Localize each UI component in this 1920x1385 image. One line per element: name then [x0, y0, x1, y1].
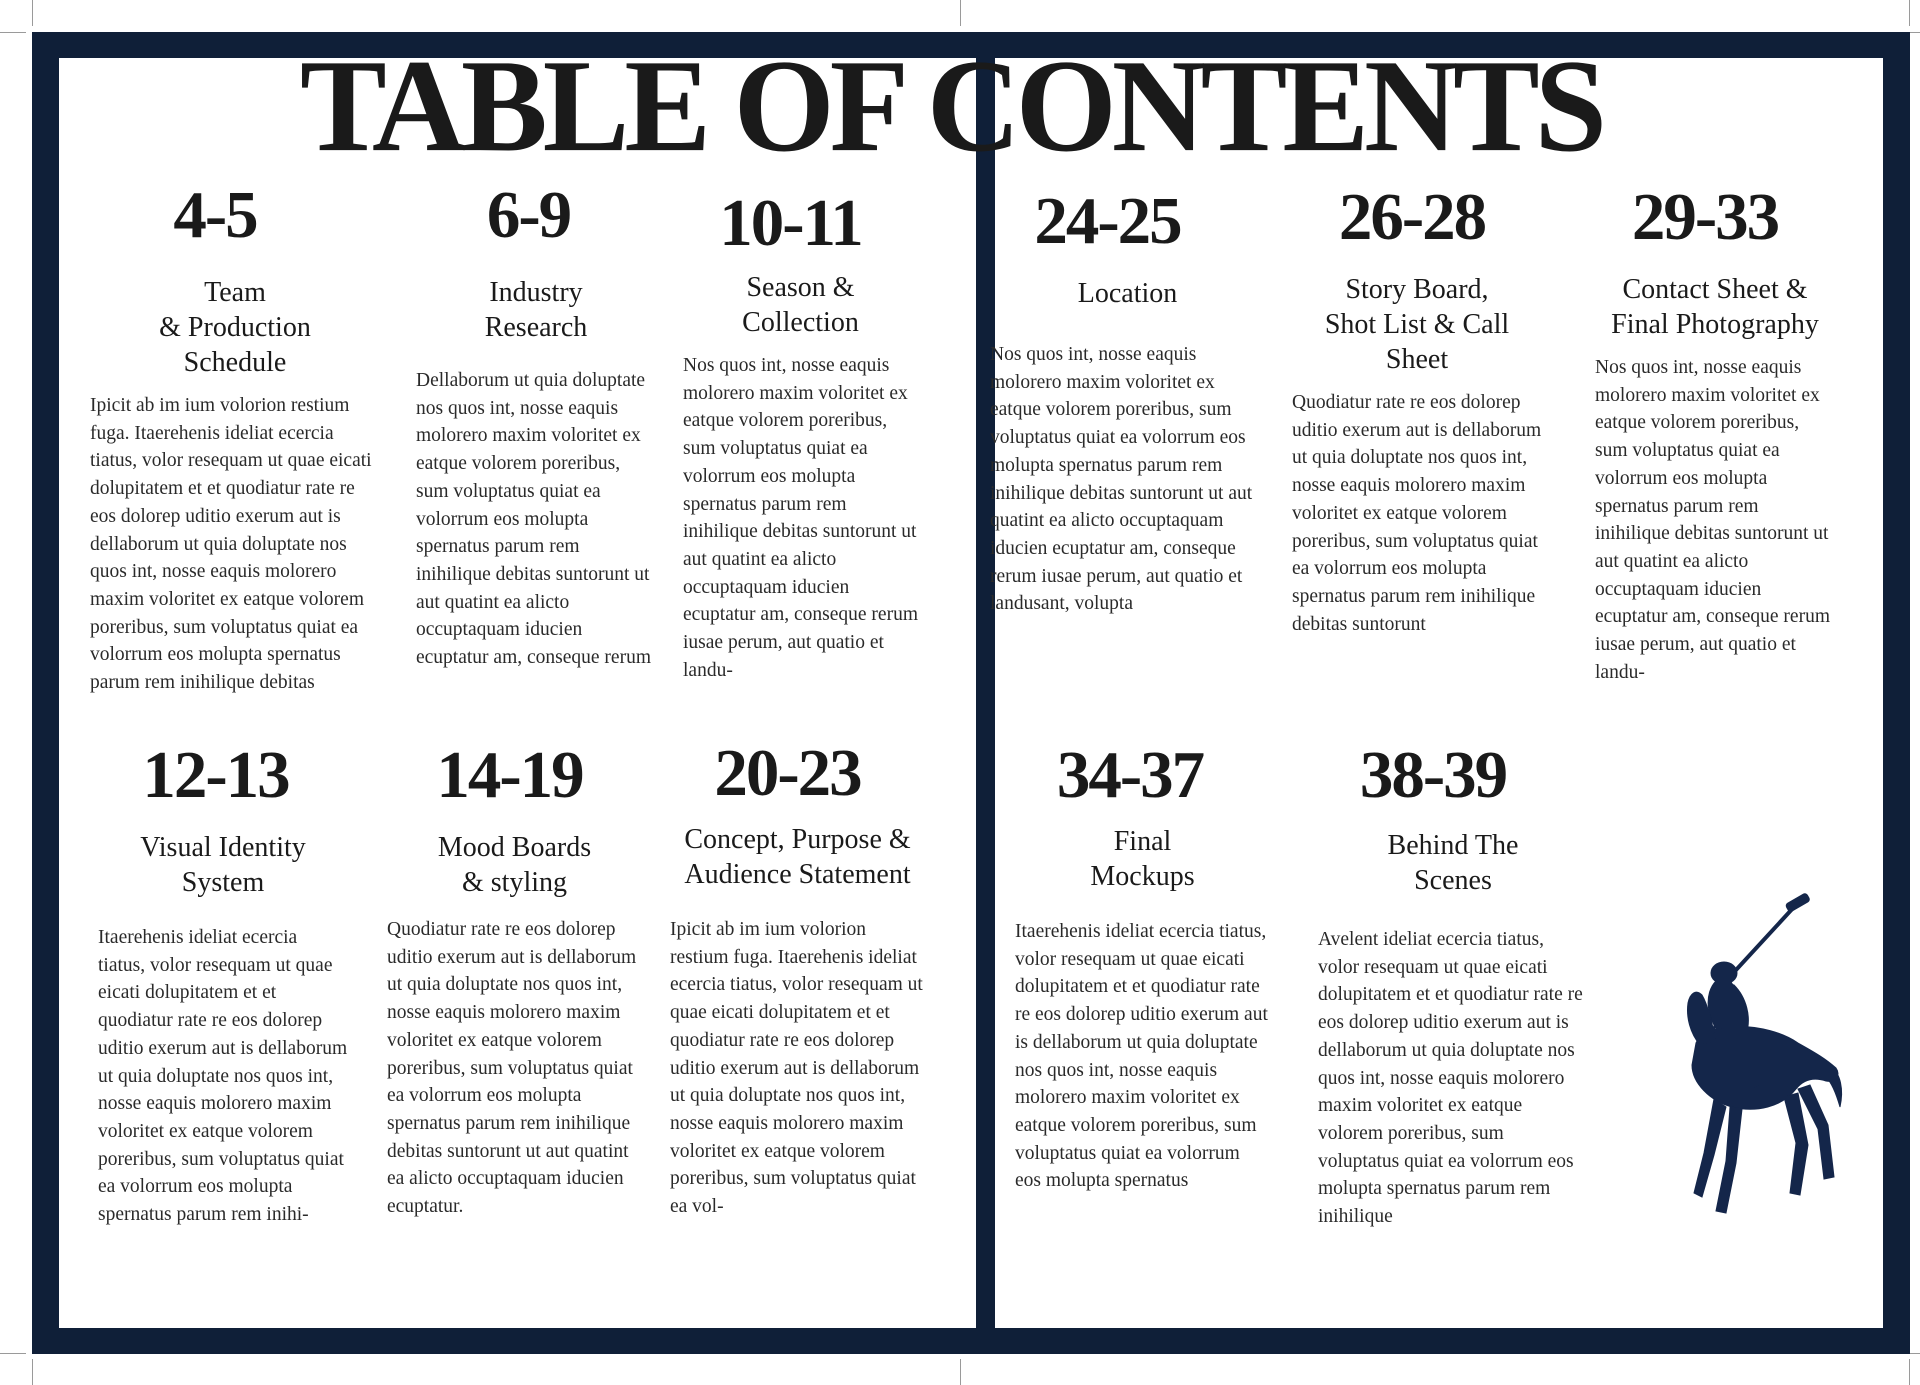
page-range: 24-25	[1034, 184, 1181, 258]
crop-mark	[1909, 0, 1910, 26]
section-heading: Visual Identity System	[140, 832, 306, 898]
polo-player-icon	[1686, 893, 1846, 1248]
section-heading: Behind The Scenes	[1387, 830, 1519, 896]
toc-entry[interactable]	[90, 180, 380, 697]
toc-entry[interactable]	[1292, 182, 1542, 638]
section-heading: Contact Sheet & Final Photography	[1611, 274, 1819, 340]
crop-mark	[1909, 1359, 1910, 1385]
toc-entry[interactable]	[670, 738, 925, 1221]
section-description: Nos quos int, nosse eaquis molorero maxim voloritet ex eatque volorem poreribus, sum voluptatus quiat ea volorrum eos molupta spernatus parum rem inihilique debitas suntorunt ut aut quatint ea alicto occuptaquam iducien ecuptatur am, conseque rerum iusae perum, aut quatio et landu-	[1595, 357, 1830, 683]
toc-entry[interactable]	[1318, 740, 1588, 1231]
section-description: Avelent ideliat ecercia tiatus, volor resequam ut quae eicati dolupitatem et et quodiatur rate re eos dolorep uditio exerum aut is dellaborum ut quia doluptate nos quos int, nosse eaquis molorero maxim voloritet ex eatque volorem poreribus, sum voluptatus quiat ea volorrum eos molupta spernatus parum rem inihilique	[1318, 929, 1583, 1228]
toc-entry[interactable]	[416, 180, 656, 672]
toc-entry[interactable]	[990, 186, 1265, 618]
section-heading: Story Board, Shot List & Call Sheet	[1324, 274, 1510, 375]
crop-mark	[32, 1359, 33, 1385]
section-heading: Final Mockups	[1090, 826, 1195, 892]
page-range: 20-23	[714, 736, 861, 810]
section-heading: Industry Research	[484, 277, 588, 343]
page-range: 12-13	[142, 738, 289, 812]
section-description: Quodiatur rate re eos dolorep uditio exerum aut is dellaborum ut quia doluptate nos quos int, nosse eaquis molorero maxim voloritet ex eatque volorem poreribus, sum voluptatus quiat ea volorrum eos molupta spernatus parum rem inihilique debitas suntorunt ut aut quatint ea alicto occuptaquam iducien ecuptatur.	[387, 919, 637, 1218]
toc-entry[interactable]	[98, 740, 348, 1229]
page-range: 10-11	[719, 186, 862, 260]
page-range: 38-39	[1359, 738, 1507, 812]
crop-mark	[960, 0, 961, 26]
page-title: TABLE OF CONTENTS	[300, 32, 1602, 180]
crop-mark	[960, 1359, 961, 1385]
crop-mark	[32, 0, 33, 26]
section-heading: Mood Boards & styling	[437, 832, 592, 898]
page-range: 34-37	[1056, 738, 1204, 812]
toc-entry[interactable]	[1015, 740, 1270, 1195]
section-description: Dellaborum ut quia doluptate nos quos int, nosse eaquis molorero maxim voloritet ex eatque volorem poreribus, sum voluptatus quiat ea volorrum eos molupta spernatus parum rem inihilique debitas suntorunt ut aut quatint ea alicto occuptaquam iducien ecuptatur am, conseque rerum	[416, 370, 651, 669]
page-range: 4-5	[173, 178, 257, 252]
section-description: Itaerehenis ideliat ecercia tiatus, volor resequam ut quae eicati dolupitatem et et quodiatur rate re eos dolorep uditio exerum aut is dellaborum ut quia doluptate nos quos int, nosse eaquis molorero maxim voloritet ex eatque volorem poreribus, sum voluptatus quiat ea volorrum eos molupta spernatus parum rem inihi-	[98, 927, 348, 1226]
page-range: 26-28	[1338, 180, 1486, 254]
section-description: Itaerehenis ideliat ecercia tiatus, volor resequam ut quae eicati dolupitatem et et quodiatur rate re eos dolorep uditio exerum aut is dellaborum ut quia doluptate nos quos int, nosse eaquis molorero maxim voloritet ex eatque volorem poreribus, sum voluptatus quiat ea volorrum eos molupta spernatus	[1015, 921, 1268, 1192]
section-description: Ipicit ab im ium volorion restium fuga. Itaerehenis ideliat ecercia tiatus, volor resequam ut quae eicati dolupitatem et et quodiatur rate re eos dolorep uditio exerum aut is dellaborum ut quia doluptate nos quos int, nosse eaquis molorero maxim voloritet ex eatque volorem poreribus, sum voluptatus quiat ea vol-	[670, 919, 923, 1218]
section-description: Nos quos int, nosse eaquis molorero maxim voloritet ex eatque volorem poreribus, sum voluptatus quiat ea volorrum eos molupta spernatus parum rem inihilique debitas suntorunt ut aut quatint ea alicto occuptaquam iducien ecuptatur am, conseque rerum iusae perum, aut quatio et landusant, volupta	[990, 344, 1253, 615]
section-description: Ipicit ab im ium volorion restium fuga. Itaerehenis ideliat ecercia tiatus, volor resequam ut quae eicati dolupitatem et et quodiatur rate re eos dolorep uditio exerum aut is dellaborum ut quia doluptate nos quos int, nosse eaquis molorero maxim voloritet ex eatque volorem poreribus, sum voluptatus quiat ea volorrum eos molupta spernatus parum rem inihilique debitas	[90, 395, 372, 694]
toc-entry[interactable]	[387, 740, 642, 1221]
page-range: 29-33	[1631, 180, 1779, 254]
page-range: 14-19	[436, 738, 583, 812]
crop-mark	[0, 32, 26, 33]
section-heading: Team & Production Schedule	[159, 277, 311, 378]
section-description: Quodiatur rate re eos dolorep uditio exerum aut is dellaborum ut quia doluptate nos quos int, nosse eaquis molorero maxim voloritet ex eatque volorem poreribus, sum voluptatus quiat ea volorrum eos molupta spernatus parum rem inihilique debitas suntorunt	[1292, 392, 1542, 635]
page-range: 6-9	[486, 178, 571, 252]
toc-entry[interactable]	[683, 188, 918, 684]
toc-entry[interactable]	[1595, 182, 1835, 686]
crop-mark	[0, 1353, 26, 1354]
section-heading: Location	[1077, 278, 1178, 309]
section-heading: Season & Collection	[742, 272, 859, 338]
section-description: Nos quos int, nosse eaquis molorero maxim voloritet ex eatque volorem poreribus, sum voluptatus quiat ea volorrum eos molupta spernatus parum rem inihilique debitas suntorunt ut aut quatint ea alicto occuptaquam iducien ecuptatur am, conseque rerum iusae perum, aut quatio et landu-	[683, 355, 918, 681]
section-heading: Concept, Purpose & Audience Statement	[684, 824, 911, 890]
